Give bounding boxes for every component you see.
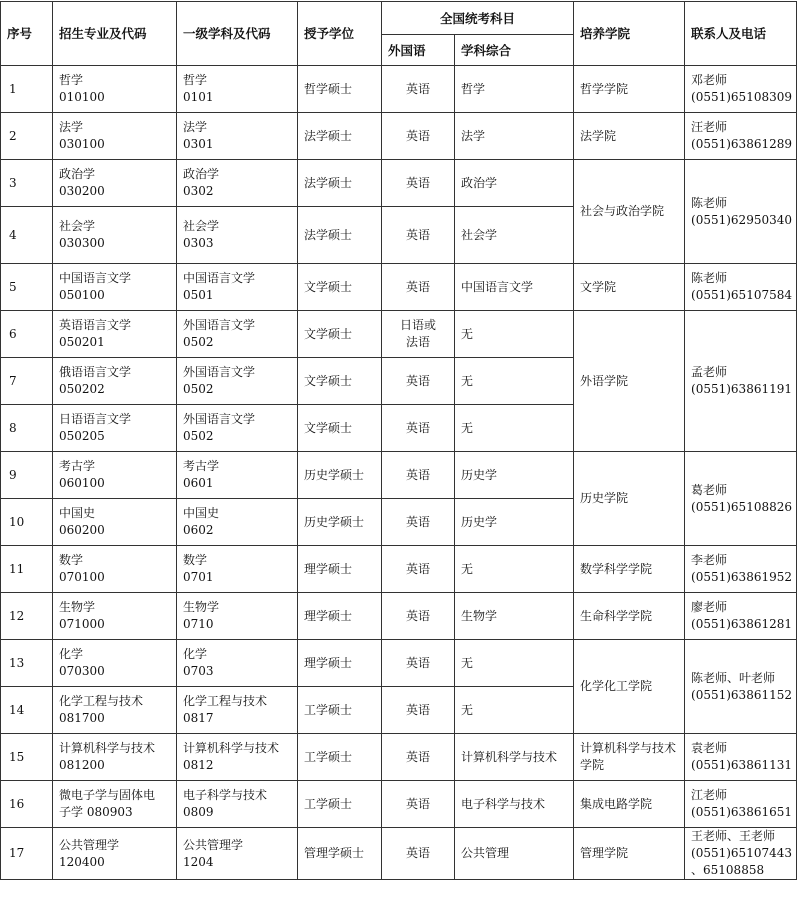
major-code: 050100 bbox=[59, 288, 105, 302]
cell-subject: 政治学 bbox=[455, 160, 574, 207]
cell-seq: 4 bbox=[1, 207, 53, 264]
cell-discipline bbox=[177, 546, 298, 593]
cell-subject: 无 bbox=[455, 358, 574, 405]
cell-degree: 法学硕士 bbox=[298, 113, 382, 160]
contact-name: 汪老师 bbox=[691, 120, 728, 134]
major-name: 日语语言文学 bbox=[59, 412, 132, 426]
cell-degree: 历史学硕士 bbox=[298, 499, 382, 546]
cell-degree: 文学硕士 bbox=[298, 264, 382, 311]
major-code: 120400 bbox=[59, 854, 105, 869]
cell-foreign-lang: 英语 bbox=[382, 207, 455, 264]
cell-foreign-lang: 英语 bbox=[382, 828, 455, 880]
contact-phone-2: 、65108858 bbox=[691, 863, 765, 877]
cell-discipline bbox=[177, 405, 298, 452]
cell-discipline bbox=[177, 828, 298, 880]
cell-foreign-lang: 英语 bbox=[382, 593, 455, 640]
contact-name: 廖老师 bbox=[691, 600, 728, 614]
cell-discipline bbox=[177, 311, 298, 358]
discipline-code: 0710 bbox=[183, 617, 214, 631]
cell-discipline bbox=[177, 264, 298, 311]
cell-college: 数学科学学院 bbox=[574, 546, 685, 593]
major-code: 060200 bbox=[59, 523, 105, 537]
cell-foreign-lang: 英语 bbox=[382, 264, 455, 311]
major-code: 010100 bbox=[59, 90, 105, 104]
discipline-name: 哲学 bbox=[183, 73, 208, 87]
contact-name: 邓老师 bbox=[691, 73, 728, 87]
cell-college: 法学院 bbox=[574, 113, 685, 160]
header-seq: 序号 bbox=[1, 2, 53, 66]
contact-name: 王老师、王老师 bbox=[691, 829, 776, 843]
contact-phone: (0551)63861651 bbox=[691, 805, 792, 819]
major-name: 俄语语言文学 bbox=[59, 365, 132, 379]
cell-foreign-lang: 英语 bbox=[382, 452, 455, 499]
cell-subject: 无 bbox=[455, 687, 574, 734]
cell-foreign-lang: 英语 bbox=[382, 640, 455, 687]
discipline-name: 电子科学与技术 bbox=[183, 788, 268, 802]
discipline-code: 0602 bbox=[183, 523, 214, 537]
table-row bbox=[1, 264, 797, 311]
cell-discipline bbox=[177, 358, 298, 405]
cell-subject: 无 bbox=[455, 546, 574, 593]
discipline-name: 政治学 bbox=[183, 167, 220, 181]
cell-foreign-lang: 英语 bbox=[382, 734, 455, 781]
discipline-code: 0502 bbox=[183, 429, 214, 443]
major-code: 081700 bbox=[59, 711, 105, 725]
major-name: 考古学 bbox=[59, 459, 96, 473]
cell-degree: 法学硕士 bbox=[298, 207, 382, 264]
major-name: 哲学 bbox=[59, 73, 84, 87]
cell-major bbox=[53, 66, 177, 113]
cell-seq: 7 bbox=[1, 358, 53, 405]
cell-degree: 哲学硕士 bbox=[298, 66, 382, 113]
contact-phone: (0551)63861281 bbox=[691, 617, 792, 631]
table-row bbox=[1, 311, 797, 358]
discipline-code: 0301 bbox=[183, 137, 214, 151]
cell-subject: 中国语言文学 bbox=[455, 264, 574, 311]
discipline-name: 中国语言文学 bbox=[183, 271, 256, 285]
contact-phone: (0551)62950340 bbox=[691, 212, 792, 227]
contact-name: 李老师 bbox=[691, 553, 728, 567]
cell-foreign-lang: 英语 bbox=[382, 546, 455, 593]
table-row bbox=[1, 160, 797, 207]
discipline-name: 数学 bbox=[183, 553, 208, 567]
cell-subject: 社会学 bbox=[455, 207, 574, 264]
cell-seq: 16 bbox=[1, 781, 53, 828]
cell-discipline bbox=[177, 160, 298, 207]
cell-discipline bbox=[177, 687, 298, 734]
cell-seq: 5 bbox=[1, 264, 53, 311]
contact-phone: (0551)65108826 bbox=[691, 499, 792, 514]
major-code: 050201 bbox=[59, 335, 105, 349]
table-row bbox=[1, 113, 797, 160]
major-name: 化学 bbox=[59, 647, 84, 661]
cell-subject: 历史学 bbox=[455, 499, 574, 546]
header-degree: 授予学位 bbox=[298, 2, 382, 66]
discipline-name: 公共管理学 bbox=[183, 837, 244, 852]
cell-degree: 管理学硕士 bbox=[298, 828, 382, 880]
discipline-code: 0303 bbox=[183, 236, 214, 250]
discipline-name: 化学工程与技术 bbox=[183, 694, 268, 708]
discipline-code: 0817 bbox=[183, 711, 214, 725]
major-name: 法学 bbox=[59, 120, 84, 134]
cell-foreign-lang: 英语 bbox=[382, 358, 455, 405]
major-name: 公共管理学 bbox=[59, 837, 120, 852]
contact-name: 陈老师 bbox=[691, 271, 728, 285]
cell-contact bbox=[685, 264, 797, 311]
cell-contact bbox=[685, 593, 797, 640]
cell-seq: 15 bbox=[1, 734, 53, 781]
major-code: 070100 bbox=[59, 570, 105, 584]
cell-contact bbox=[685, 546, 797, 593]
contact-phone: (0551)63861289 bbox=[691, 137, 792, 151]
header-row bbox=[1, 2, 797, 35]
cell-seq: 9 bbox=[1, 452, 53, 499]
cell-major bbox=[53, 358, 177, 405]
major-code: 060100 bbox=[59, 476, 105, 490]
major-code: 070300 bbox=[59, 664, 105, 678]
major-name: 社会学 bbox=[59, 219, 96, 233]
cell-major bbox=[53, 828, 177, 880]
cell-degree: 工学硕士 bbox=[298, 781, 382, 828]
contact-name: 江老师 bbox=[691, 788, 728, 802]
cell-degree: 历史学硕士 bbox=[298, 452, 382, 499]
cell-major bbox=[53, 546, 177, 593]
discipline-code: 0501 bbox=[183, 288, 214, 302]
cell-major bbox=[53, 687, 177, 734]
cell-discipline bbox=[177, 781, 298, 828]
cell-degree: 工学硕士 bbox=[298, 687, 382, 734]
major-name: 政治学 bbox=[59, 167, 96, 181]
header-major: 招生专业及代码 bbox=[53, 2, 177, 66]
cell-discipline bbox=[177, 593, 298, 640]
cell-major bbox=[53, 781, 177, 828]
cell-college: 哲学学院 bbox=[574, 66, 685, 113]
cell-subject: 电子科学与技术 bbox=[455, 781, 574, 828]
major-code: 050205 bbox=[59, 429, 105, 443]
cell-discipline bbox=[177, 207, 298, 264]
cell-degree: 文学硕士 bbox=[298, 311, 382, 358]
contact-name: 孟老师 bbox=[691, 365, 728, 379]
cell-discipline bbox=[177, 734, 298, 781]
major-code: 071000 bbox=[59, 617, 105, 631]
enrollment-table bbox=[0, 1, 797, 880]
major-name: 化学工程与技术 bbox=[59, 694, 144, 708]
cell-degree: 文学硕士 bbox=[298, 358, 382, 405]
cell-discipline bbox=[177, 499, 298, 546]
discipline-name: 外国语言文学 bbox=[183, 365, 256, 379]
cell-major bbox=[53, 499, 177, 546]
header-contact: 联系人及电话 bbox=[685, 2, 797, 66]
cell-major bbox=[53, 452, 177, 499]
cell-contact bbox=[685, 113, 797, 160]
cell-contact bbox=[685, 311, 797, 452]
major-name: 微电子学与固体电 bbox=[59, 788, 156, 802]
cell-contact bbox=[685, 640, 797, 734]
cell-foreign-lang: 英语 bbox=[382, 66, 455, 113]
cell-degree: 理学硕士 bbox=[298, 546, 382, 593]
cell-college: 历史学院 bbox=[574, 452, 685, 546]
cell-contact bbox=[685, 781, 797, 828]
discipline-name: 考古学 bbox=[183, 459, 220, 473]
table-row bbox=[1, 546, 797, 593]
major-code: 030200 bbox=[59, 184, 105, 198]
cell-subject: 无 bbox=[455, 405, 574, 452]
table-row bbox=[1, 640, 797, 687]
major-name: 英语语言文学 bbox=[59, 318, 132, 332]
cell-contact bbox=[685, 828, 797, 880]
cell-foreign-lang: 英语 bbox=[382, 781, 455, 828]
major-name: 计算机科学与技术 bbox=[59, 741, 156, 755]
discipline-name: 社会学 bbox=[183, 219, 220, 233]
cell-college: 外语学院 bbox=[574, 311, 685, 452]
cell-subject: 无 bbox=[455, 311, 574, 358]
cell-college: 生命科学学院 bbox=[574, 593, 685, 640]
major-code: 030300 bbox=[59, 236, 105, 250]
contact-phone: (0551)65108309 bbox=[691, 90, 792, 104]
discipline-name: 中国史 bbox=[183, 506, 220, 520]
contact-phone: (0551)63861191 bbox=[691, 382, 792, 396]
contact-name: 陈老师 bbox=[691, 195, 728, 210]
cell-major bbox=[53, 113, 177, 160]
cell-seq: 2 bbox=[1, 113, 53, 160]
discipline-code: 0812 bbox=[183, 758, 214, 772]
cell-degree: 法学硕士 bbox=[298, 160, 382, 207]
table-row bbox=[1, 781, 797, 828]
cell-college: 社会与政治学院 bbox=[574, 160, 685, 264]
major-name: 中国史 bbox=[59, 506, 96, 520]
contact-name: 葛老师 bbox=[691, 482, 728, 497]
cell-contact bbox=[685, 452, 797, 546]
discipline-code: 0701 bbox=[183, 570, 214, 584]
discipline-code: 1204 bbox=[183, 854, 214, 869]
cell-major bbox=[53, 640, 177, 687]
table-row bbox=[1, 593, 797, 640]
contact-phone: (0551)65107443 bbox=[691, 846, 792, 860]
cell-discipline bbox=[177, 452, 298, 499]
cell-seq: 14 bbox=[1, 687, 53, 734]
cell-degree: 工学硕士 bbox=[298, 734, 382, 781]
major-code: 081200 bbox=[59, 758, 105, 772]
discipline-name: 法学 bbox=[183, 120, 208, 134]
discipline-name: 生物学 bbox=[183, 600, 220, 614]
table-row bbox=[1, 828, 797, 880]
discipline-code: 0502 bbox=[183, 335, 214, 349]
cell-contact bbox=[685, 734, 797, 781]
table-row bbox=[1, 734, 797, 781]
cell-discipline bbox=[177, 113, 298, 160]
cell-seq: 10 bbox=[1, 499, 53, 546]
cell-subject: 历史学 bbox=[455, 452, 574, 499]
contact-phone: (0551)63861152 bbox=[691, 687, 792, 702]
cell-contact bbox=[685, 160, 797, 264]
discipline-code: 0601 bbox=[183, 476, 214, 490]
cell-foreign-lang: 英语 bbox=[382, 160, 455, 207]
foreign-lang-line1: 日语或 bbox=[399, 318, 436, 332]
cell-seq: 11 bbox=[1, 546, 53, 593]
discipline-name: 计算机科学与技术 bbox=[183, 741, 280, 755]
header-subject: 学科综合 bbox=[455, 35, 574, 66]
cell-seq: 3 bbox=[1, 160, 53, 207]
cell-college: 文学院 bbox=[574, 264, 685, 311]
major-name: 数学 bbox=[59, 553, 84, 567]
contact-name: 陈老师、叶老师 bbox=[691, 670, 776, 685]
discipline-code: 0101 bbox=[183, 90, 214, 104]
cell-degree: 文学硕士 bbox=[298, 405, 382, 452]
discipline-name: 外国语言文学 bbox=[183, 412, 256, 426]
cell-subject: 计算机科学与技术 bbox=[455, 734, 574, 781]
major-code: 050202 bbox=[59, 382, 105, 396]
major-code: 子学 080903 bbox=[59, 805, 133, 819]
contact-phone: (0551)63861131 bbox=[691, 758, 792, 772]
major-name: 中国语言文学 bbox=[59, 271, 132, 285]
table-row bbox=[1, 66, 797, 113]
cell-major bbox=[53, 264, 177, 311]
discipline-code: 0502 bbox=[183, 382, 214, 396]
cell-seq: 8 bbox=[1, 405, 53, 452]
major-code: 030100 bbox=[59, 137, 105, 151]
cell-seq: 6 bbox=[1, 311, 53, 358]
cell-degree: 理学硕士 bbox=[298, 593, 382, 640]
cell-foreign-lang: 英语 bbox=[382, 499, 455, 546]
discipline-name: 外国语言文学 bbox=[183, 318, 256, 332]
discipline-code: 0302 bbox=[183, 184, 214, 198]
discipline-code: 0703 bbox=[183, 664, 214, 678]
cell-seq: 17 bbox=[1, 828, 53, 880]
cell-foreign-lang: 英语 bbox=[382, 405, 455, 452]
cell-college: 化学化工学院 bbox=[574, 640, 685, 734]
cell-major bbox=[53, 593, 177, 640]
cell-seq: 13 bbox=[1, 640, 53, 687]
cell-college: 集成电路学院 bbox=[574, 781, 685, 828]
major-name: 生物学 bbox=[59, 600, 96, 614]
cell-major bbox=[53, 160, 177, 207]
cell-degree: 理学硕士 bbox=[298, 640, 382, 687]
cell-major bbox=[53, 311, 177, 358]
cell-foreign-lang bbox=[382, 311, 455, 358]
cell-contact bbox=[685, 66, 797, 113]
header-discipline: 一级学科及代码 bbox=[177, 2, 298, 66]
cell-college: 管理学院 bbox=[574, 828, 685, 880]
cell-discipline bbox=[177, 66, 298, 113]
cell-foreign-lang: 英语 bbox=[382, 113, 455, 160]
header-foreign-lang: 外国语 bbox=[382, 35, 455, 66]
table-row bbox=[1, 452, 797, 499]
contact-phone: (0551)63861952 bbox=[691, 570, 792, 584]
header-college: 培养学院 bbox=[574, 2, 685, 66]
cell-subject: 无 bbox=[455, 640, 574, 687]
cell-major bbox=[53, 405, 177, 452]
cell-college: 计算机科学与技术学院 bbox=[574, 734, 685, 781]
discipline-name: 化学 bbox=[183, 647, 208, 661]
foreign-lang-line2: 法语 bbox=[405, 335, 430, 349]
cell-major bbox=[53, 207, 177, 264]
cell-subject: 法学 bbox=[455, 113, 574, 160]
cell-seq: 1 bbox=[1, 66, 53, 113]
cell-subject: 公共管理 bbox=[455, 828, 574, 880]
cell-major bbox=[53, 734, 177, 781]
cell-discipline bbox=[177, 640, 298, 687]
cell-foreign-lang: 英语 bbox=[382, 687, 455, 734]
contact-phone: (0551)65107584 bbox=[691, 288, 792, 302]
cell-subject: 生物学 bbox=[455, 593, 574, 640]
contact-name: 袁老师 bbox=[691, 741, 728, 755]
cell-seq: 12 bbox=[1, 593, 53, 640]
cell-subject: 哲学 bbox=[455, 66, 574, 113]
discipline-code: 0809 bbox=[183, 805, 214, 819]
header-exam: 全国统考科目 bbox=[382, 2, 574, 35]
